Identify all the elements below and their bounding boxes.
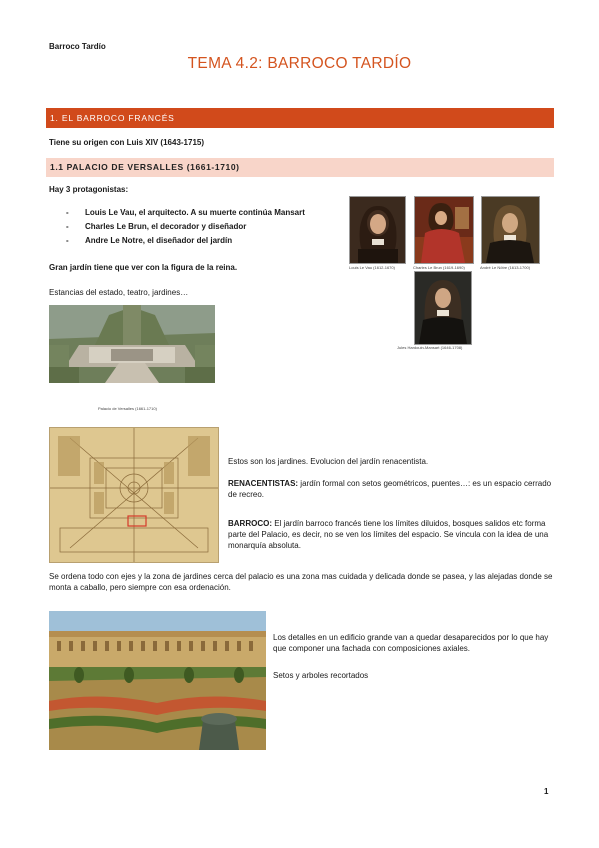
running-header: Barroco Tardío — [49, 42, 106, 51]
hedges-paragraph: Setos y arboles recortados — [273, 671, 369, 680]
portrait-caption: Louis Le Vau (1612-1670) — [349, 265, 395, 270]
baroque-text: El jardín barroco francés tiene los límites diluidos, bosques salidos etc forma parte del Palacio, es decir, no se ven los límites del espacio. Se vincula con la idea de una monarquía absoluta. — [228, 519, 549, 550]
portrait-caption: Charles Le Brun (1619-1690) — [413, 265, 465, 270]
portrait-caption: André Le Nôtre (1613-1700) — [480, 265, 531, 270]
page-number: 1 — [544, 787, 549, 796]
list-item — [66, 221, 336, 232]
facade-paragraph: Los detalles en un edificio grande van a quedar desaparecidos por lo que hay que componer una fachada con composiciones axiales. — [273, 633, 549, 653]
bullet-dash: - — [66, 236, 69, 245]
list-item-text: Louis Le Vau, el arquitecto. A su muerte continúa Mansart — [85, 208, 305, 217]
portrait-mansart — [414, 271, 472, 345]
garden-note: Gran jardín tiene que ver con la figura de la reina. — [49, 263, 238, 272]
list-item-text: Charles Le Brun, el decorador y diseñador — [85, 222, 247, 231]
garden-plan-image — [49, 427, 219, 563]
section-heading-versalles: 1.1 PALACIO DE VERSALLES (1661-1710) — [46, 158, 554, 177]
bullet-dash: - — [66, 222, 69, 231]
document-title: TEMA 4.2: BARROCO TARDÍO — [187, 55, 412, 72]
palace-facade-photo — [49, 611, 266, 750]
renaissance-label: RENACENTISTAS: — [228, 479, 299, 488]
gardens-paragraph-1: Estos son los jardines. Evolucion del jardín renacentista. — [228, 457, 429, 466]
section-heading-barroco-frances: 1. EL BARROCO FRANCÉS — [46, 108, 554, 128]
list-item-text: Andre Le Notre, el diseñador del jardín — [85, 236, 233, 245]
list-item — [66, 235, 336, 246]
portrait-caption: Jules Hardouin-Mansart (1646-1708) — [397, 345, 463, 350]
renaissance-text: jardín formal con setos geométricos, puentes…: es un espacio cerrado de recreo. — [228, 479, 552, 499]
protagonists-intro: Hay 3 protagonistas: — [49, 185, 129, 194]
section-intro: Tiene su origen con Luis XIV (1643-1715) — [49, 138, 205, 147]
protagonists-list — [66, 207, 336, 247]
list-item — [66, 207, 336, 218]
portrait-le-vau — [349, 196, 406, 264]
gardens-paragraph-3 — [228, 518, 556, 551]
portrait-le-notre — [481, 196, 540, 264]
baroque-label: BARROCO: — [228, 519, 272, 528]
portrait-le-brun — [414, 196, 474, 264]
gardens-paragraph-2 — [228, 478, 556, 500]
versailles-aerial-photo — [49, 305, 215, 383]
aerial-photo-caption: Palacio de Versalles (1661-1710) — [98, 406, 157, 411]
axes-paragraph: Se ordena todo con ejes y la zona de jardines cerca del palacio es una zona mas cuidada y delicada donde se pasea, y las alejadas donde se monta a caballo, pero siempre con esa ordenación. — [49, 572, 553, 592]
bullet-dash: - — [66, 208, 69, 217]
rooms-note: Estancias del estado, teatro, jardines… — [49, 288, 189, 297]
